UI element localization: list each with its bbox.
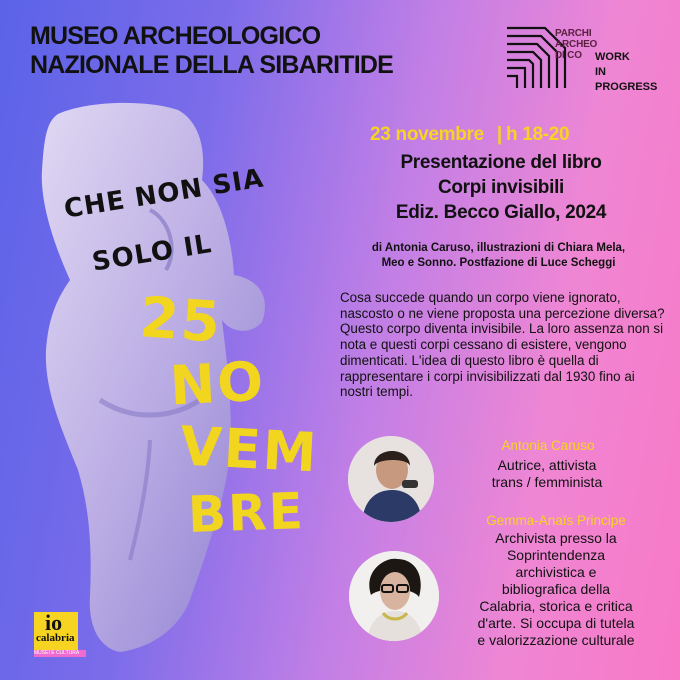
credits-line: Meo e Sonno. Postfazione di Luce Scheggi (381, 257, 616, 269)
date-art-line: VEM (178, 414, 320, 485)
book-line: Presentazione del libro (400, 152, 602, 173)
book-credits (326, 241, 671, 271)
parchi-line: ARCHEO (555, 39, 598, 50)
book-line: Corpi invisibili (437, 177, 565, 198)
separator: | (496, 124, 502, 145)
role-line: d'arte. Si occupa di tutela (477, 615, 635, 631)
book-info (336, 150, 666, 225)
slogan-line-2: SOLO IL (90, 229, 215, 278)
role-line: bibliografica della (501, 581, 611, 597)
work-in-progress-label (595, 50, 657, 95)
credits-line: di Antonia Caruso, illustrazioni di Chiara Mela, (371, 242, 626, 254)
wip-line: WORK (595, 51, 630, 63)
slogan-line-1: CHE NON SIA (62, 163, 267, 225)
wip-line: IN (595, 66, 606, 78)
event-time: h 18-20 (505, 124, 570, 145)
museum-title-line-1: MUSEO ARCHEOLOGICO (30, 22, 321, 50)
role-line: Autrice, attivista (497, 457, 597, 473)
speaker-role (452, 530, 660, 649)
io-text: io (45, 610, 63, 635)
wip-line: PROGRESS (595, 81, 658, 93)
role-line: archivistica e (515, 564, 597, 580)
io-calabria-logo (34, 612, 86, 658)
role-line: Archivista presso la (495, 530, 617, 546)
date-art-line: 25 (137, 285, 225, 356)
book-description: Cosa succede quando un corpo viene ignorato, nascosto o ne viene proposta una percezione diversa? Questo corpo diventa invisibile. La loro assenza non si nota e questi corpi cessano di esistere, vengono dimenticati. L'idea di questo libro è quella di rappresentare i corpi invisibilizzati dal 1930 fino ai nostri tempi. (340, 290, 665, 400)
event-date-time (370, 124, 569, 146)
speaker-photo-icon (349, 551, 439, 641)
role-line: Calabria, storica e critica (479, 598, 633, 614)
parchi-line: PARCHI (555, 28, 592, 39)
museum-title-line-2: NAZIONALE DELLA SIBARITIDE (30, 51, 393, 79)
date-art-line: BRE (187, 481, 306, 545)
book-line: Ediz. Becco Giallo, 2024 (395, 202, 607, 223)
calabria-text: calabria (36, 632, 75, 644)
role-line: e valorizzazione culturale (477, 632, 635, 648)
parchi-archeologici-logo (505, 18, 658, 98)
event-date: 23 novembre (370, 124, 484, 145)
parchi-line: DI CO (555, 50, 582, 61)
speaker-role (452, 457, 642, 491)
speaker-name: Antonia Caruso (501, 438, 595, 453)
speaker-name: Gemma-Anaïs Principe (486, 513, 626, 528)
role-line: trans / femminista (491, 474, 603, 490)
parchi-text (555, 28, 597, 61)
tagline-text: MUSEI E CULTURA (34, 650, 86, 657)
role-line: Soprintendenza (506, 547, 606, 563)
date-art-line: NO (168, 349, 267, 418)
museum-title (30, 22, 393, 80)
speaker-photo-icon (348, 436, 434, 522)
